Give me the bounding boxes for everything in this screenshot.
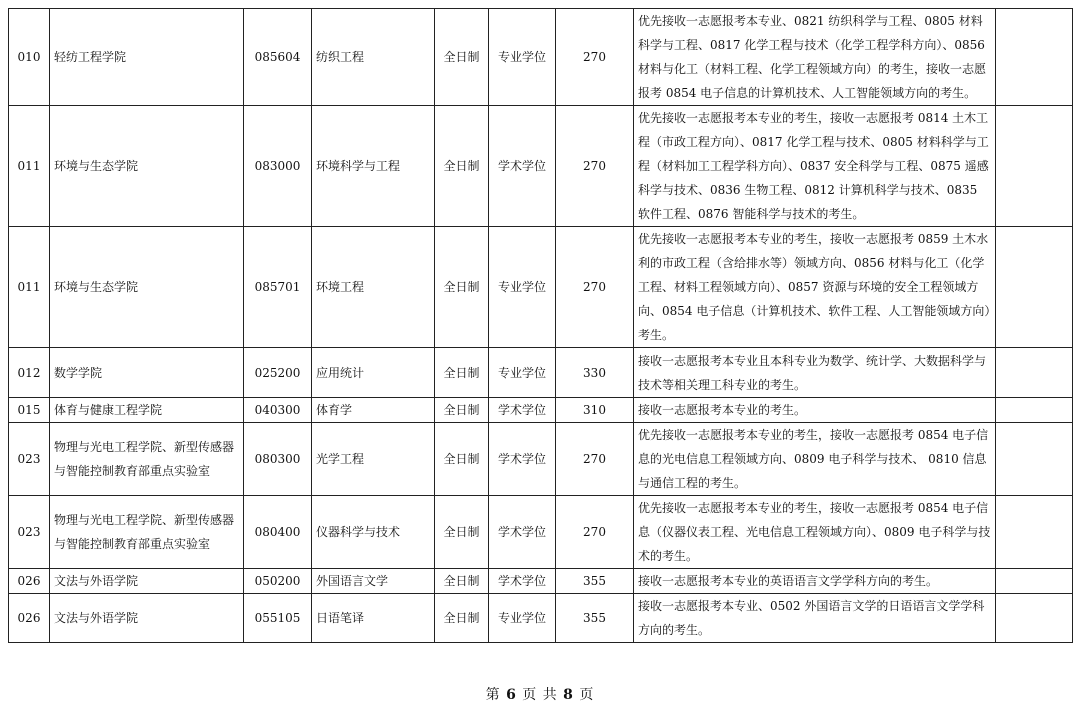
cell-degree-type: 专业学位 (489, 9, 556, 106)
admission-table (8, 8, 1073, 643)
cell-school-code: 010 (9, 9, 50, 106)
cell-major-code: 085701 (244, 227, 312, 348)
cell-note: 优先接收一志愿报考本专业、0821 纺织科学与工程、0805 材料科学与工程、0817 化学工程与技术（化学工程学科方向）、0856 材料与化工（材料工程、化学工程领域方向）的考生，接收一志愿报考 0854 电子信息的计算机技术、人工智能领域方向的考生。 (634, 9, 996, 106)
cell-remark (996, 106, 1073, 227)
table-row (9, 569, 1073, 594)
table-row (9, 9, 1073, 106)
cell-school-code: 011 (9, 106, 50, 227)
footer-page-number: 6 (506, 687, 517, 703)
cell-major-code: 040300 (244, 398, 312, 423)
table-row (9, 496, 1073, 569)
cell-note: 接收一志愿报考本专业的英语语言文学学科方向的考生。 (634, 569, 996, 594)
cell-note: 优先接收一志愿报考本专业的考生，接收一志愿报考 0814 土木工程（市政工程方向）、0817 化学工程与技术、0805 材料科学与工程（材料加工工程学科方向）、0837 安全科学与工程、0875 遥感科学与技术、0836 生物工程、0812 计算机科学与技术、0835 软件工程、0876 智能科学与技术的考生。 (634, 106, 996, 227)
cell-remark (996, 227, 1073, 348)
cell-study-mode: 全日制 (435, 496, 489, 569)
cell-score: 270 (556, 227, 634, 348)
cell-study-mode: 全日制 (435, 106, 489, 227)
cell-school-code: 011 (9, 227, 50, 348)
cell-school-code: 026 (9, 569, 50, 594)
cell-major: 日语笔译 (312, 594, 435, 643)
cell-school-code: 023 (9, 496, 50, 569)
cell-degree-type: 学术学位 (489, 398, 556, 423)
cell-degree-type: 学术学位 (489, 423, 556, 496)
cell-school: 物理与光电工程学院、新型传感器与智能控制教育部重点实验室 (50, 423, 244, 496)
cell-degree-type: 学术学位 (489, 496, 556, 569)
cell-school: 数学学院 (50, 348, 244, 398)
cell-degree-type: 专业学位 (489, 348, 556, 398)
cell-major: 纺织工程 (312, 9, 435, 106)
cell-note: 接收一志愿报考本专业的考生。 (634, 398, 996, 423)
cell-major: 环境工程 (312, 227, 435, 348)
cell-remark (996, 348, 1073, 398)
footer-post: 页 (579, 687, 595, 703)
page-footer (0, 684, 1080, 704)
cell-school: 文法与外语学院 (50, 594, 244, 643)
cell-major: 光学工程 (312, 423, 435, 496)
cell-remark (996, 398, 1073, 423)
cell-major: 体育学 (312, 398, 435, 423)
cell-remark (996, 9, 1073, 106)
cell-score: 270 (556, 423, 634, 496)
table-row (9, 348, 1073, 398)
cell-school: 环境与生态学院 (50, 227, 244, 348)
footer-mid: 页 共 (522, 687, 558, 703)
cell-school-code: 026 (9, 594, 50, 643)
cell-major: 外国语言文学 (312, 569, 435, 594)
cell-degree-type: 学术学位 (489, 106, 556, 227)
cell-note: 接收一志愿报考本专业且本科专业为数学、统计学、大数据科学与技术等相关理工科专业的考生。 (634, 348, 996, 398)
cell-note: 优先接收一志愿报考本专业的考生，接收一志愿报考 0859 土木水利的市政工程（含给排水等）领域方向、0856 材料与化工（化学工程、材料工程领域方向）、0857 资源与环境的安全工程领域方向、0854 电子信息（计算机技术、软件工程、人工智能领域方向）考生。 (634, 227, 996, 348)
table-row (9, 227, 1073, 348)
cell-score: 355 (556, 594, 634, 643)
cell-remark (996, 496, 1073, 569)
cell-school-code: 023 (9, 423, 50, 496)
cell-note: 接收一志愿报考本专业、0502 外国语言文学的日语语言文学学科方向的考生。 (634, 594, 996, 643)
cell-major: 环境科学与工程 (312, 106, 435, 227)
cell-remark (996, 423, 1073, 496)
cell-study-mode: 全日制 (435, 227, 489, 348)
cell-major-code: 050200 (244, 569, 312, 594)
cell-note: 优先接收一志愿报考本专业的考生，接收一志愿报考 0854 电子信息的光电信息工程领域方向、0809 电子科学与技术、 0810 信息与通信工程的考生。 (634, 423, 996, 496)
cell-score: 310 (556, 398, 634, 423)
cell-remark (996, 594, 1073, 643)
cell-major-code: 025200 (244, 348, 312, 398)
cell-major: 应用统计 (312, 348, 435, 398)
table-row (9, 594, 1073, 643)
cell-degree-type: 专业学位 (489, 594, 556, 643)
cell-study-mode: 全日制 (435, 569, 489, 594)
table-row (9, 106, 1073, 227)
cell-school: 文法与外语学院 (50, 569, 244, 594)
cell-degree-type: 专业学位 (489, 227, 556, 348)
cell-school-code: 012 (9, 348, 50, 398)
table-row (9, 423, 1073, 496)
table-body (9, 9, 1073, 643)
cell-score: 270 (556, 496, 634, 569)
cell-school: 物理与光电工程学院、新型传感器与智能控制教育部重点实验室 (50, 496, 244, 569)
cell-note: 优先接收一志愿报考本专业的考生，接收一志愿报考 0854 电子信息（仪器仪表工程、光电信息工程领域方向）、0809 电子科学与技术的考生。 (634, 496, 996, 569)
cell-major-code: 055105 (244, 594, 312, 643)
cell-degree-type: 学术学位 (489, 569, 556, 594)
cell-remark (996, 569, 1073, 594)
cell-school: 体育与健康工程学院 (50, 398, 244, 423)
cell-score: 270 (556, 9, 634, 106)
cell-school: 环境与生态学院 (50, 106, 244, 227)
cell-major-code: 080300 (244, 423, 312, 496)
cell-school: 轻纺工程学院 (50, 9, 244, 106)
cell-study-mode: 全日制 (435, 423, 489, 496)
cell-major-code: 080400 (244, 496, 312, 569)
footer-pre: 第 (485, 687, 501, 703)
cell-school-code: 015 (9, 398, 50, 423)
cell-major-code: 085604 (244, 9, 312, 106)
cell-study-mode: 全日制 (435, 9, 489, 106)
cell-study-mode: 全日制 (435, 398, 489, 423)
cell-study-mode: 全日制 (435, 594, 489, 643)
cell-score: 330 (556, 348, 634, 398)
table-row (9, 398, 1073, 423)
cell-major: 仪器科学与技术 (312, 496, 435, 569)
cell-study-mode: 全日制 (435, 348, 489, 398)
footer-total-pages: 8 (563, 687, 574, 703)
cell-score: 270 (556, 106, 634, 227)
cell-major-code: 083000 (244, 106, 312, 227)
cell-score: 355 (556, 569, 634, 594)
